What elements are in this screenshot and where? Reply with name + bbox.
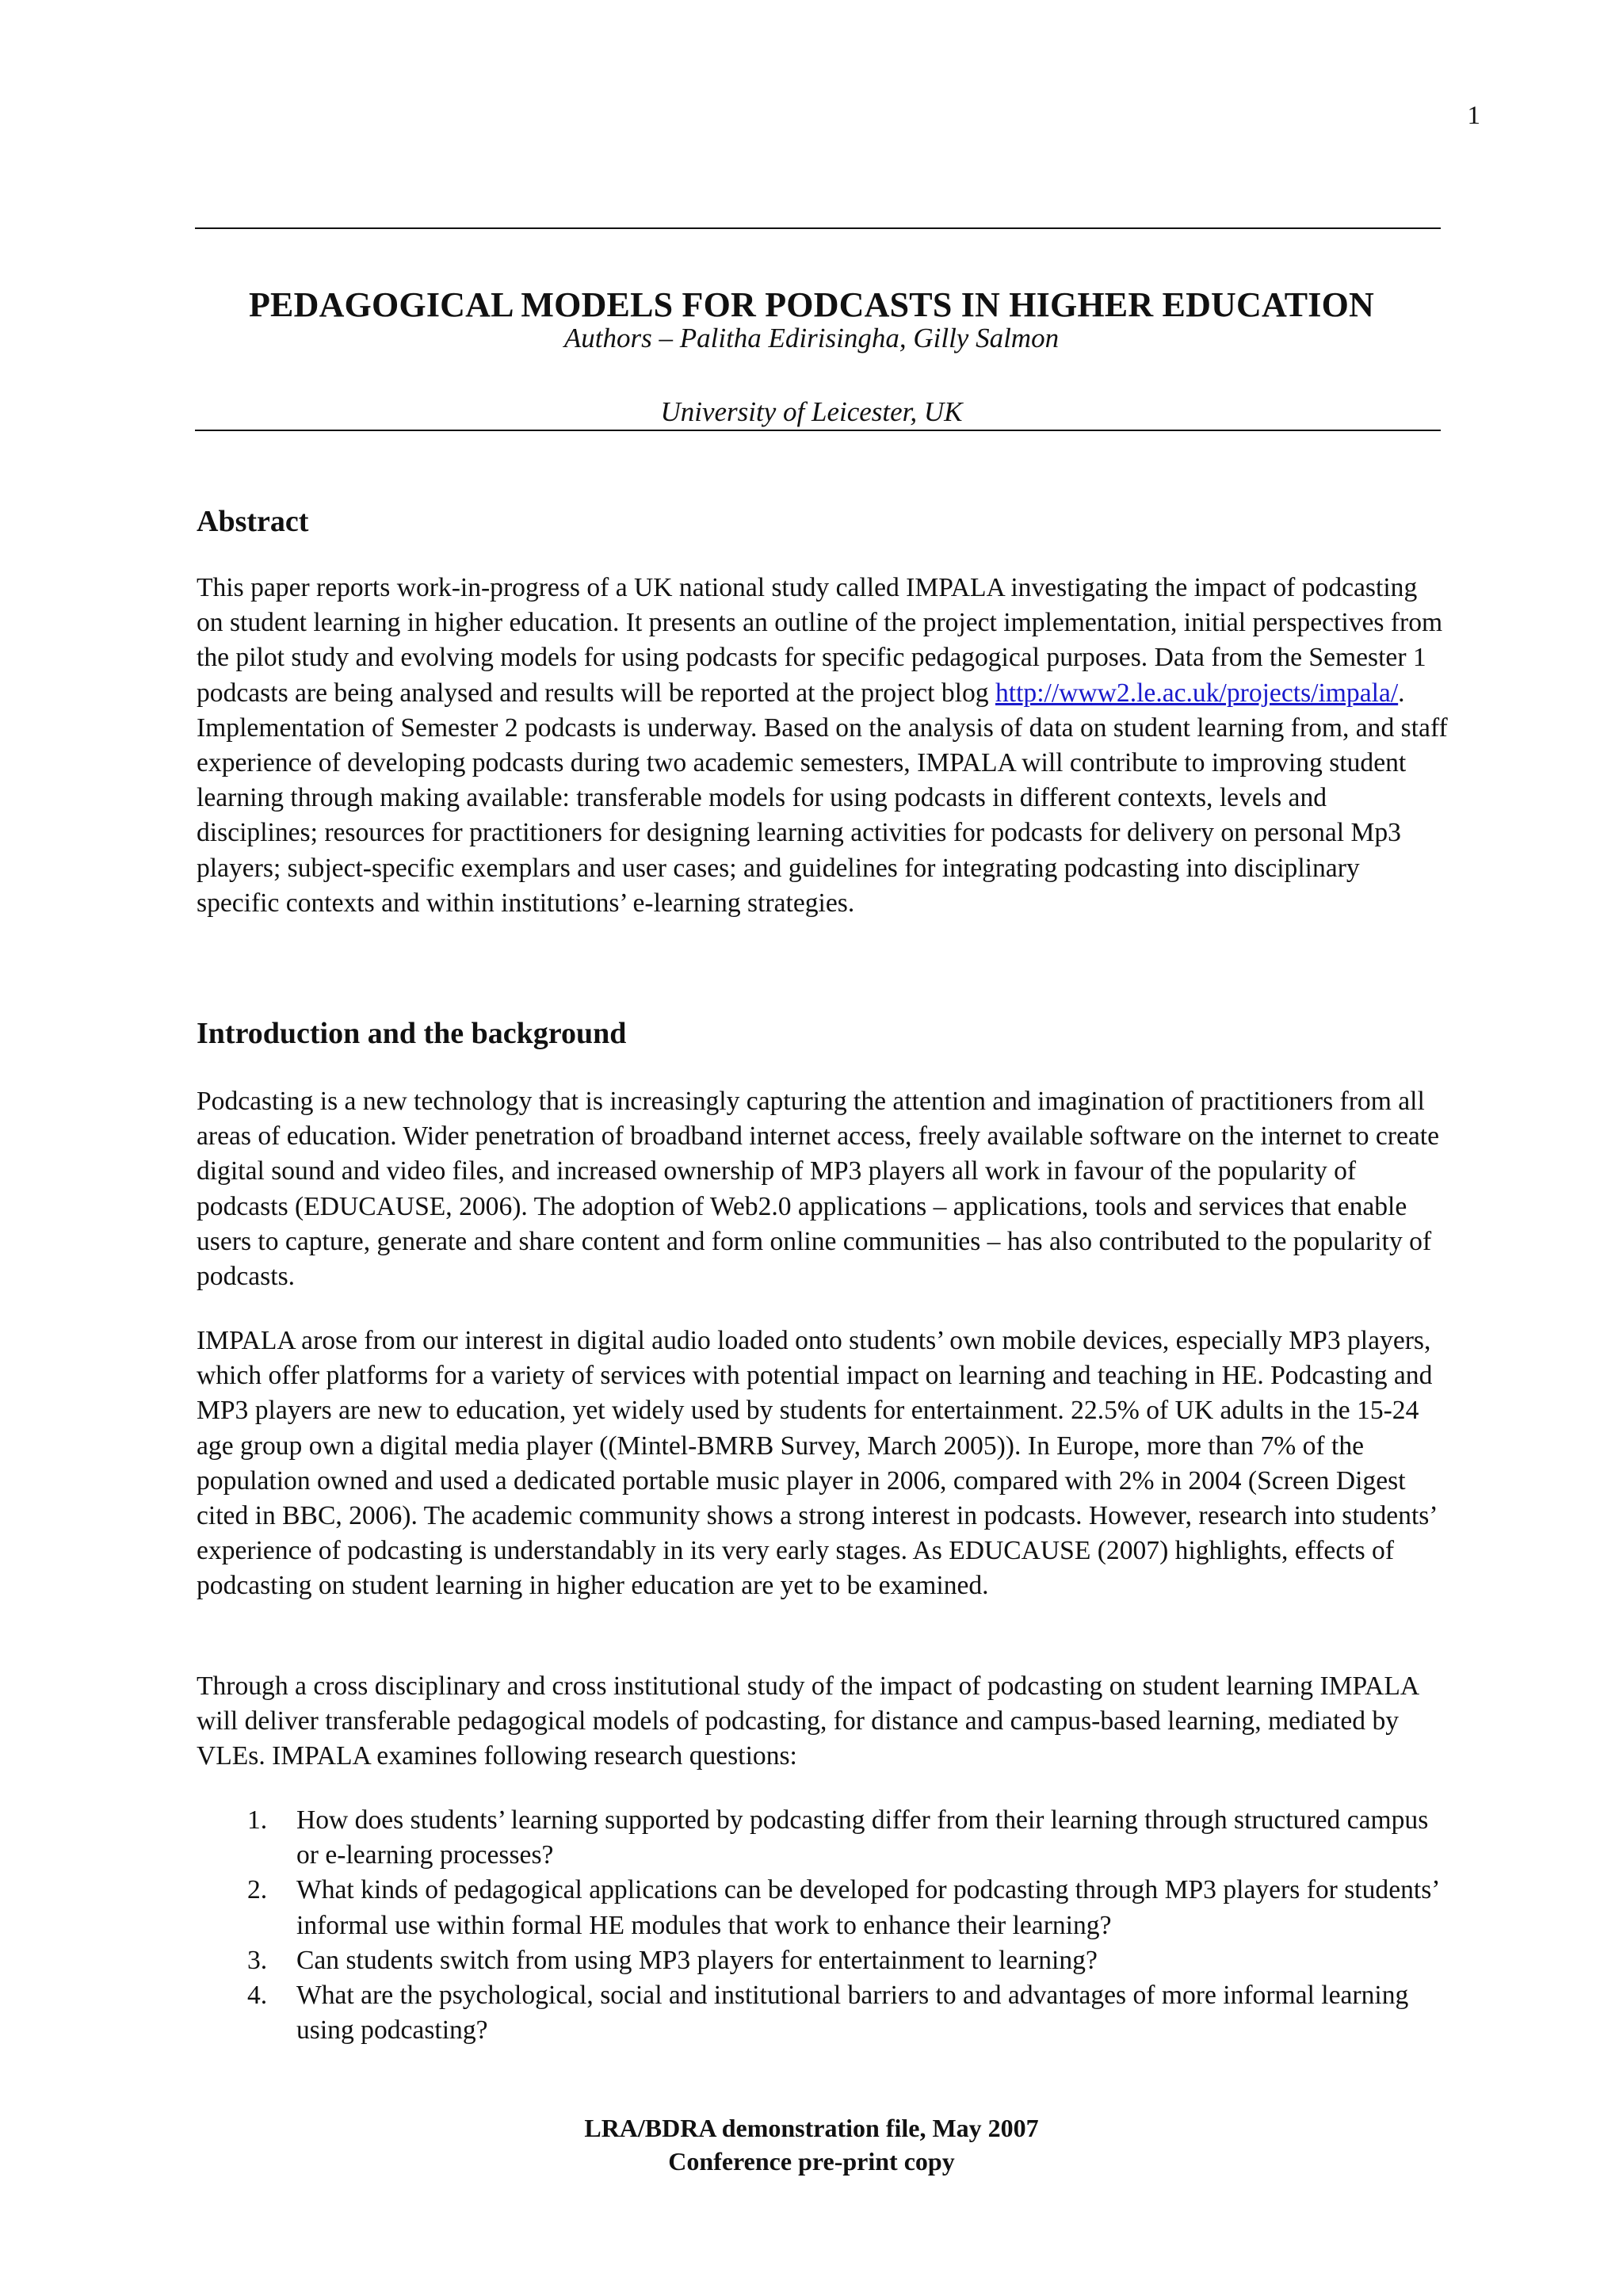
authors: Authors – Palitha Edirisingha, Gilly Salmon xyxy=(563,323,1060,353)
list-item-text: What kinds of pedagogical applications can be developed for podcasting through MP3 players for students’ informal use within formal HE modules that work to enhance their learning? xyxy=(296,1875,1438,1940)
list-item-text: How does students’ learning supported by podcasting differ from their learning through structured campus or e-learning processes? xyxy=(296,1805,1429,1870)
intro-paragraph-3: Through a cross disciplinary and cross institutional study of the impact of podcasting on student learning IMPALA will deliver transferable pedagogical models of podcasting, for distance and campus-based learning, mediated by VLEs. IMPALA examines following research questions: xyxy=(197,1671,1419,1771)
list-item-number: 1. xyxy=(247,1805,268,1835)
intro-paragraph-1: Podcasting is a new technology that is increasingly capturing the attention and imagination of practitioners from all areas of education. Wider penetration of broadband internet access, freely available software on the internet to create digital sound and video files, and increased ownership of MP3 players all work in favour of the popularity of podcasts (EDUCAUSE, 2006). The adoption of Web2.0 applications – applications, tools and services that enable users to capture, generate and share content and form online communities – has also contributed to the popularity of podcasts. xyxy=(197,1087,1440,1292)
list-item-number: 3. xyxy=(247,1945,268,1975)
list-item-number: 4. xyxy=(247,1981,268,2011)
list-item xyxy=(197,1978,1449,2048)
project-blog-link[interactable]: http://www2.le.ac.uk/projects/impala/ xyxy=(995,678,1399,708)
header-rule-bottom xyxy=(195,430,1441,431)
intro-paragraph-2: IMPALA arose from our interest in digital audio loaded onto students’ own mobile devices, especially MP3 players, which offer platforms for a variety of services with potential impact on learning and teaching in HE. Podcasting and MP3 players are new to education, yet widely used by students for entertainment. 22.5% of UK adults in the 15-24 age group own a digital media player ((Mintel-BMRB Survey, March 2005)). In Europe, more than 7% of the population owned and used a dedicated portable music player in 2006, compared with 2% in 2004 (Screen Digest cited in BBC, 2006). The academic community shows a strong interest in podcasts. However, research into students’ experience of podcasting is understandably in its very early stages. As EDUCAUSE (2007) highlights, effects of podcasting on student learning in higher education are yet to be examined. xyxy=(197,1326,1437,1601)
list-item xyxy=(197,1873,1449,1943)
abstract-text-after-link: . Implementation of Semester 2 podcasts is underway. Based on the analysis of data on student learning from, and staff experience of developing podcasts during two academic semesters, IMPALA will contribute to improving student learning through making available: transferable models for using podcasts in different contexts, levels and disciplines; resources for practitioners for designing learning activities for podcasts for delivery on personal Mp3 players; subject-specific exemplars and user cases; and guidelines for integrating podcasting into disciplinary specific contexts and within institutions’ e-learning strategies. xyxy=(197,678,1448,918)
abstract-heading: Abstract xyxy=(197,505,309,538)
list-item-text: What are the psychological, social and institutional barriers to and advantages of more informal learning using podcasting? xyxy=(296,1981,1409,2046)
page-footer xyxy=(0,2111,1623,2178)
list-item-number: 2. xyxy=(247,1875,268,1905)
affiliation: University of Leicester, UK xyxy=(660,396,963,427)
header-rule-top xyxy=(195,227,1441,229)
research-questions-list xyxy=(197,1803,1449,2048)
list-item-text: Can students switch from using MP3 players for entertainment to learning? xyxy=(296,1945,1098,1975)
introduction-heading: Introduction and the background xyxy=(197,1017,627,1050)
list-item xyxy=(197,1943,1449,1978)
abstract-text-before-link: This paper reports work-in-progress of a UK national study called IMPALA investigating the impact of podcasting on student learning in higher education. It presents an outline of the project implementation, initial perspectives from the pilot study and evolving models for using podcasts for specific pedagogical purposes. Data from the Semester 1 podcasts are being analysed and results will be reported at the project blog xyxy=(197,573,1443,708)
page-number: 1 xyxy=(1467,101,1480,130)
list-item xyxy=(197,1803,1449,1873)
footer-line-1: LRA/BDRA demonstration file, May 2007 xyxy=(584,2114,1039,2142)
paper-title: PEDAGOGICAL MODELS FOR PODCASTS IN HIGHER EDUCATION xyxy=(248,285,1374,325)
footer-line-2: Conference pre-print copy xyxy=(668,2147,955,2176)
abstract-text xyxy=(197,571,1449,921)
